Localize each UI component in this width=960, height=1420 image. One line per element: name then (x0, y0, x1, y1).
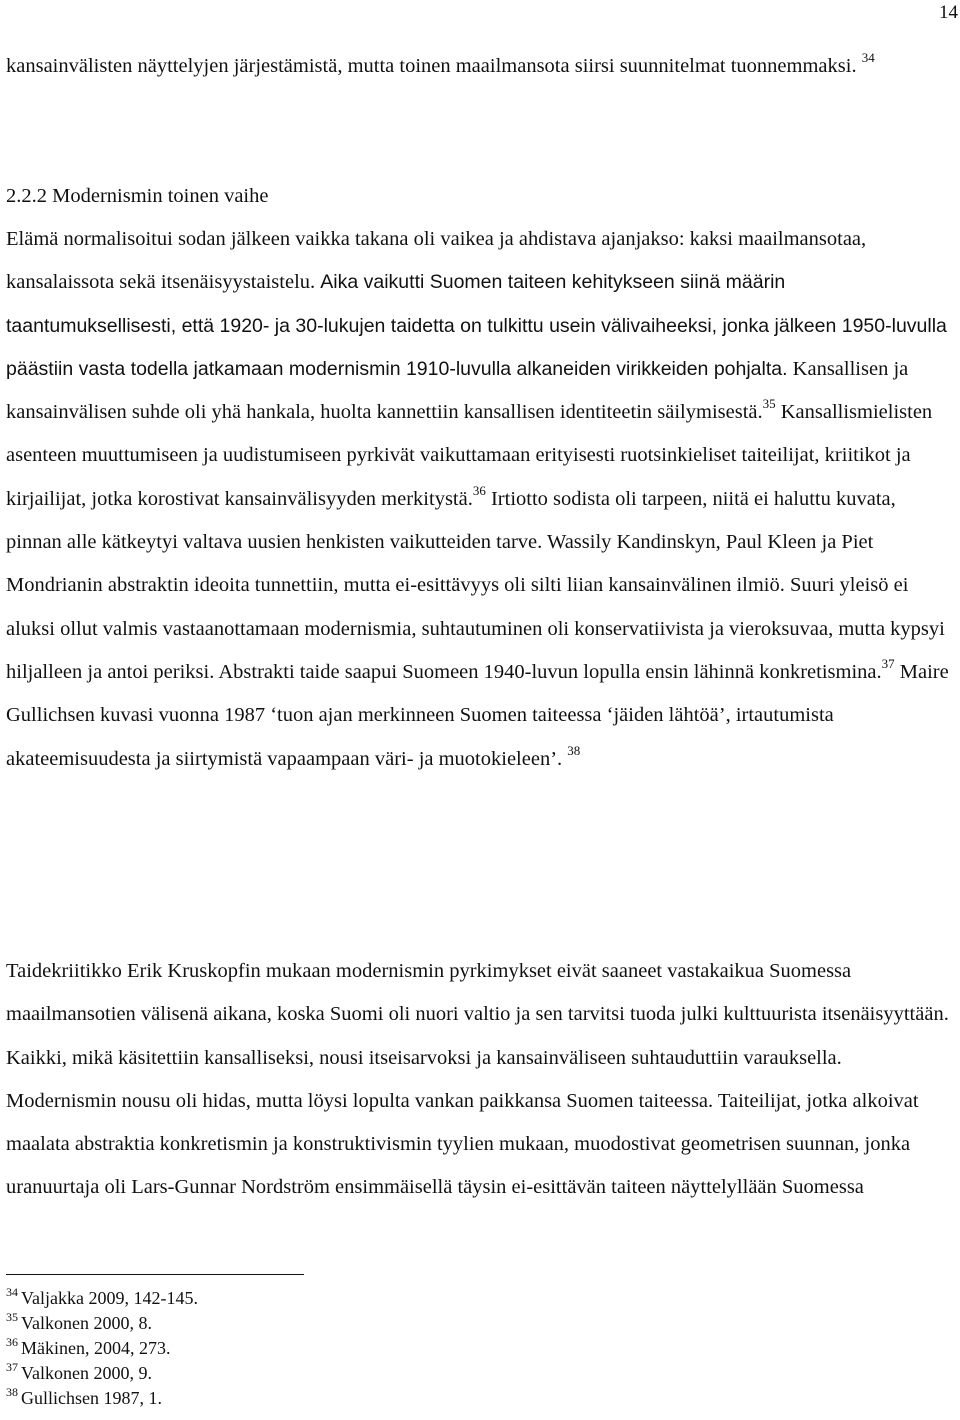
footnote-text: Gullichsen 1987, 1. (21, 1388, 162, 1408)
footnote-item (6, 1361, 198, 1386)
footnote-list (6, 1286, 198, 1411)
footnote-ref-37: 37 (881, 656, 895, 672)
paragraph-sentence: Kansallismielisten asenteen muuttumiseen ja uudistumiseen pyrkivät vaikuttamaan erityisesti ruotsinkieliset taiteilijat, kriitikot ja kirjailijat, jotka korostivat kansainvälisyyden merkitystä. (6, 401, 933, 510)
footnote-ref-35: 35 (762, 396, 776, 412)
footnote-number: 37 (6, 1360, 18, 1374)
footnote-item (6, 1386, 198, 1411)
footnote-number: 36 (6, 1335, 18, 1349)
footnote-ref-34: 34 (861, 50, 875, 66)
paragraph-kruskopf: Taidekriitikko Erik Kruskopfin mukaan modernismin pyrkimykset eivät saaneet vastakaikua Suomessa maailmansotien välisenä aikana, koska Suomi oli nuori valtio ja sen tarvitsi tuoda julki kulttuurista itsenäisyyttään. Kaikki, mikä käsitettiin kansalliseksi, nousi itseisarvoksi ja kansainväliseen suhtauduttiin varauksella. Modernismin nousu oli hidas, mutta löysi lopulta vankan paikkansa Suomen taiteessa. Taiteilijat, jotka alkoivat maalata abstraktia konkretismin ja konstruktivismin tyylien mukaan, muodostivat geometrisen suunnan, jonka uranuurtaja oli Lars-Gunnar Nordström ensimmäisellä täysin ei-esittävän taiteen näyttelyllään Suomessa (6, 960, 949, 1199)
footnote-text: Valjakka 2009, 142-145. (21, 1288, 198, 1308)
paragraph-sentence: Aika vaikutti Suomen taiteen kehitykseen siinä määrin taantumuksellisesti, että 1920- ja 30-lukujen taidetta on tulkittu usein välivaiheeksi, jonka jälkeen 1950-luvulla päästiin vasta todella jatkamaan modernismin 1910-luvulla alkaneiden virikkeiden pohjalta. (6, 271, 947, 380)
section-heading: 2.2.2 Modernismin toinen vaihe (6, 185, 269, 207)
footnote-text: Valkonen 2000, 9. (21, 1363, 152, 1383)
paragraph-modernism (6, 218, 956, 781)
footnote-ref-36: 36 (472, 482, 486, 498)
paragraph-intro-text: kansainvälisten näyttelyjen järjestämistä, mutta toinen maailmansota siirsi suunnitelmat tuonnemmaksi. (6, 55, 857, 77)
paragraph-sentence: Elämä normalisoitui sodan jälkeen vaikka takana oli vaikea ja ahdistava ajanjakso: kaksi maailmansotaa, kansalaissota sekä itsenäisyystaistelu. (6, 228, 867, 294)
footnote-number: 38 (6, 1385, 18, 1399)
footnote-item (6, 1311, 198, 1336)
footnote-text: Valkonen 2000, 8. (21, 1313, 152, 1333)
paragraph-sentence: Irtiotto sodista oli tarpeen, niitä ei haluttu kuvata, pinnan alle kätkeytyi valtava uusien henkisten vaikutteiden tarve. Wassily Kandinskyn, Paul Kleen ja Piet Mondrianin abstraktin ideoita tunnettiin, mutta ei-esittävyys oli silti liian kansainvälinen ilmiö. Suuri yleisö ei aluksi ollut valmis vastaanottamaan modernismia, suhtautuminen oli konservatiivista ja vieroksuvaa, mutta kypsyi hiljalleen ja antoi periksi. Abstrakti taide saapui Suomeen 1940-luvun lopulla ensin lähinnä konkretismina. (6, 487, 945, 683)
paragraph-intro (6, 45, 956, 88)
footnote-number: 34 (6, 1285, 18, 1299)
footnote-text: Mäkinen, 2004, 273. (21, 1338, 171, 1358)
paragraph-sentence: Maire Gullichsen kuvasi vuonna 1987 ‘tuon ajan merkinneen Suomen taiteessa ‘jäiden lähtöä’, irtautumista akateemisuudesta ja siirtymistä vapaampaan väri- ja muotokieleen’. (6, 660, 949, 770)
footnote-ref-38: 38 (567, 742, 581, 758)
footnote-item (6, 1336, 198, 1361)
footnote-divider (6, 1274, 304, 1275)
footnote-number: 35 (6, 1310, 18, 1324)
paragraph-sentence: Kansallisen ja kansainvälisen suhde oli yhä hankala, huolta kannettiin kansallisen identiteetin säilymisestä. (6, 357, 909, 424)
page-number: 14 (939, 2, 958, 23)
footnote-item (6, 1286, 198, 1311)
